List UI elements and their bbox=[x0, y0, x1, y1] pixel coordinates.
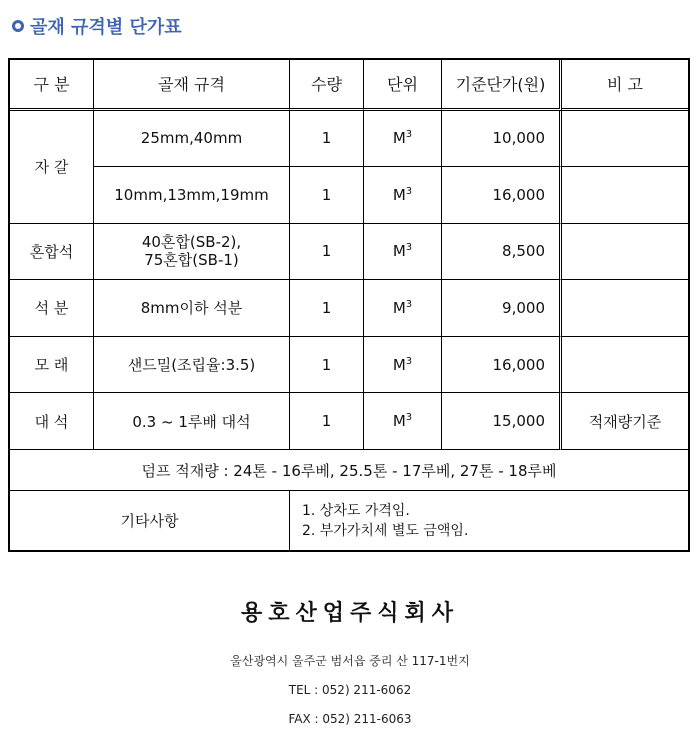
note-cell bbox=[562, 111, 688, 168]
note-cell: 적재량기준 bbox=[562, 393, 688, 450]
table-row bbox=[10, 224, 688, 281]
note-cell bbox=[562, 280, 688, 337]
table-header-row bbox=[10, 60, 688, 111]
price-cell: 15,000 bbox=[442, 393, 562, 450]
qty-cell: 1 bbox=[290, 337, 364, 394]
note-cell bbox=[562, 224, 688, 281]
price-table bbox=[8, 58, 690, 552]
table-row bbox=[10, 167, 688, 224]
spec-cell: 10mm,13mm,19mm bbox=[94, 167, 290, 224]
spec-cell: 샌드밀(조립율:3.5) bbox=[94, 337, 290, 394]
company-fax: FAX : 052) 211-6063 bbox=[288, 712, 412, 726]
header-category: 구 분 bbox=[10, 60, 94, 111]
spec-cell: 8mm이하 석분 bbox=[94, 280, 290, 337]
unit-cell: $M^3$ bbox=[364, 393, 442, 450]
price-cell: 16,000 bbox=[442, 167, 562, 224]
table-row bbox=[10, 111, 688, 168]
etc-label: 기타사항 bbox=[10, 491, 290, 550]
price-cell: 9,000 bbox=[442, 280, 562, 337]
truck-capacity-row bbox=[10, 450, 688, 491]
header-spec: 골재 규격 bbox=[94, 60, 290, 111]
header-qty: 수량 bbox=[290, 60, 364, 111]
unit-cell: $M^3$ bbox=[364, 224, 442, 281]
category-cell: 대 석 bbox=[10, 393, 94, 450]
category-cell: 자 갈 bbox=[10, 111, 94, 224]
note-cell bbox=[562, 167, 688, 224]
header-price: 기준단가(원) bbox=[442, 60, 562, 111]
company-address: 울산광역시 울주군 범서읍 중리 산 117-1번지 bbox=[230, 654, 470, 668]
qty-cell: 1 bbox=[290, 167, 364, 224]
page-title: 골재 규격별 단가표 bbox=[30, 17, 182, 38]
qty-cell: 1 bbox=[290, 280, 364, 337]
etc-row bbox=[10, 491, 688, 550]
category-cell: 모 래 bbox=[10, 337, 94, 394]
category-cell: 석 분 bbox=[10, 280, 94, 337]
header-note: 비 고 bbox=[562, 60, 688, 111]
price-cell: 10,000 bbox=[442, 111, 562, 168]
section-title bbox=[12, 14, 182, 38]
price-cell: 16,000 bbox=[442, 337, 562, 394]
note-cell bbox=[562, 337, 688, 394]
spec-cell: 25mm,40mm bbox=[94, 111, 290, 168]
company-name: 용호산업주식회사 bbox=[240, 600, 460, 626]
unit-cell: $M^3$ bbox=[364, 337, 442, 394]
spec-cell: 40혼합(SB-2), 75혼합(SB-1) bbox=[94, 224, 290, 281]
unit-cell: $M^3$ bbox=[364, 280, 442, 337]
truck-capacity-note: 덤프 적재량 : 24톤 - 16루베, 25.5톤 - 17루베, 27톤 - 18루베 bbox=[10, 450, 688, 491]
spec-cell: 0.3 ~ 1루배 대석 bbox=[94, 393, 290, 450]
table-row bbox=[10, 393, 688, 450]
qty-cell: 1 bbox=[290, 111, 364, 168]
unit-cell: $M^3$ bbox=[364, 167, 442, 224]
header-unit: 단위 bbox=[364, 60, 442, 111]
circle-bullet-icon bbox=[12, 20, 24, 32]
category-cell: 혼합석 bbox=[10, 224, 94, 281]
price-cell: 8,500 bbox=[442, 224, 562, 281]
table-row bbox=[10, 337, 688, 394]
qty-cell: 1 bbox=[290, 393, 364, 450]
company-tel: TEL : 052) 211-6062 bbox=[288, 683, 412, 697]
unit-cell: $M^3$ bbox=[364, 111, 442, 168]
etc-content: 1. 상차도 가격임. 2. 부가가치세 별도 금액임. bbox=[302, 502, 469, 539]
qty-cell: 1 bbox=[290, 224, 364, 281]
table-row bbox=[10, 280, 688, 337]
